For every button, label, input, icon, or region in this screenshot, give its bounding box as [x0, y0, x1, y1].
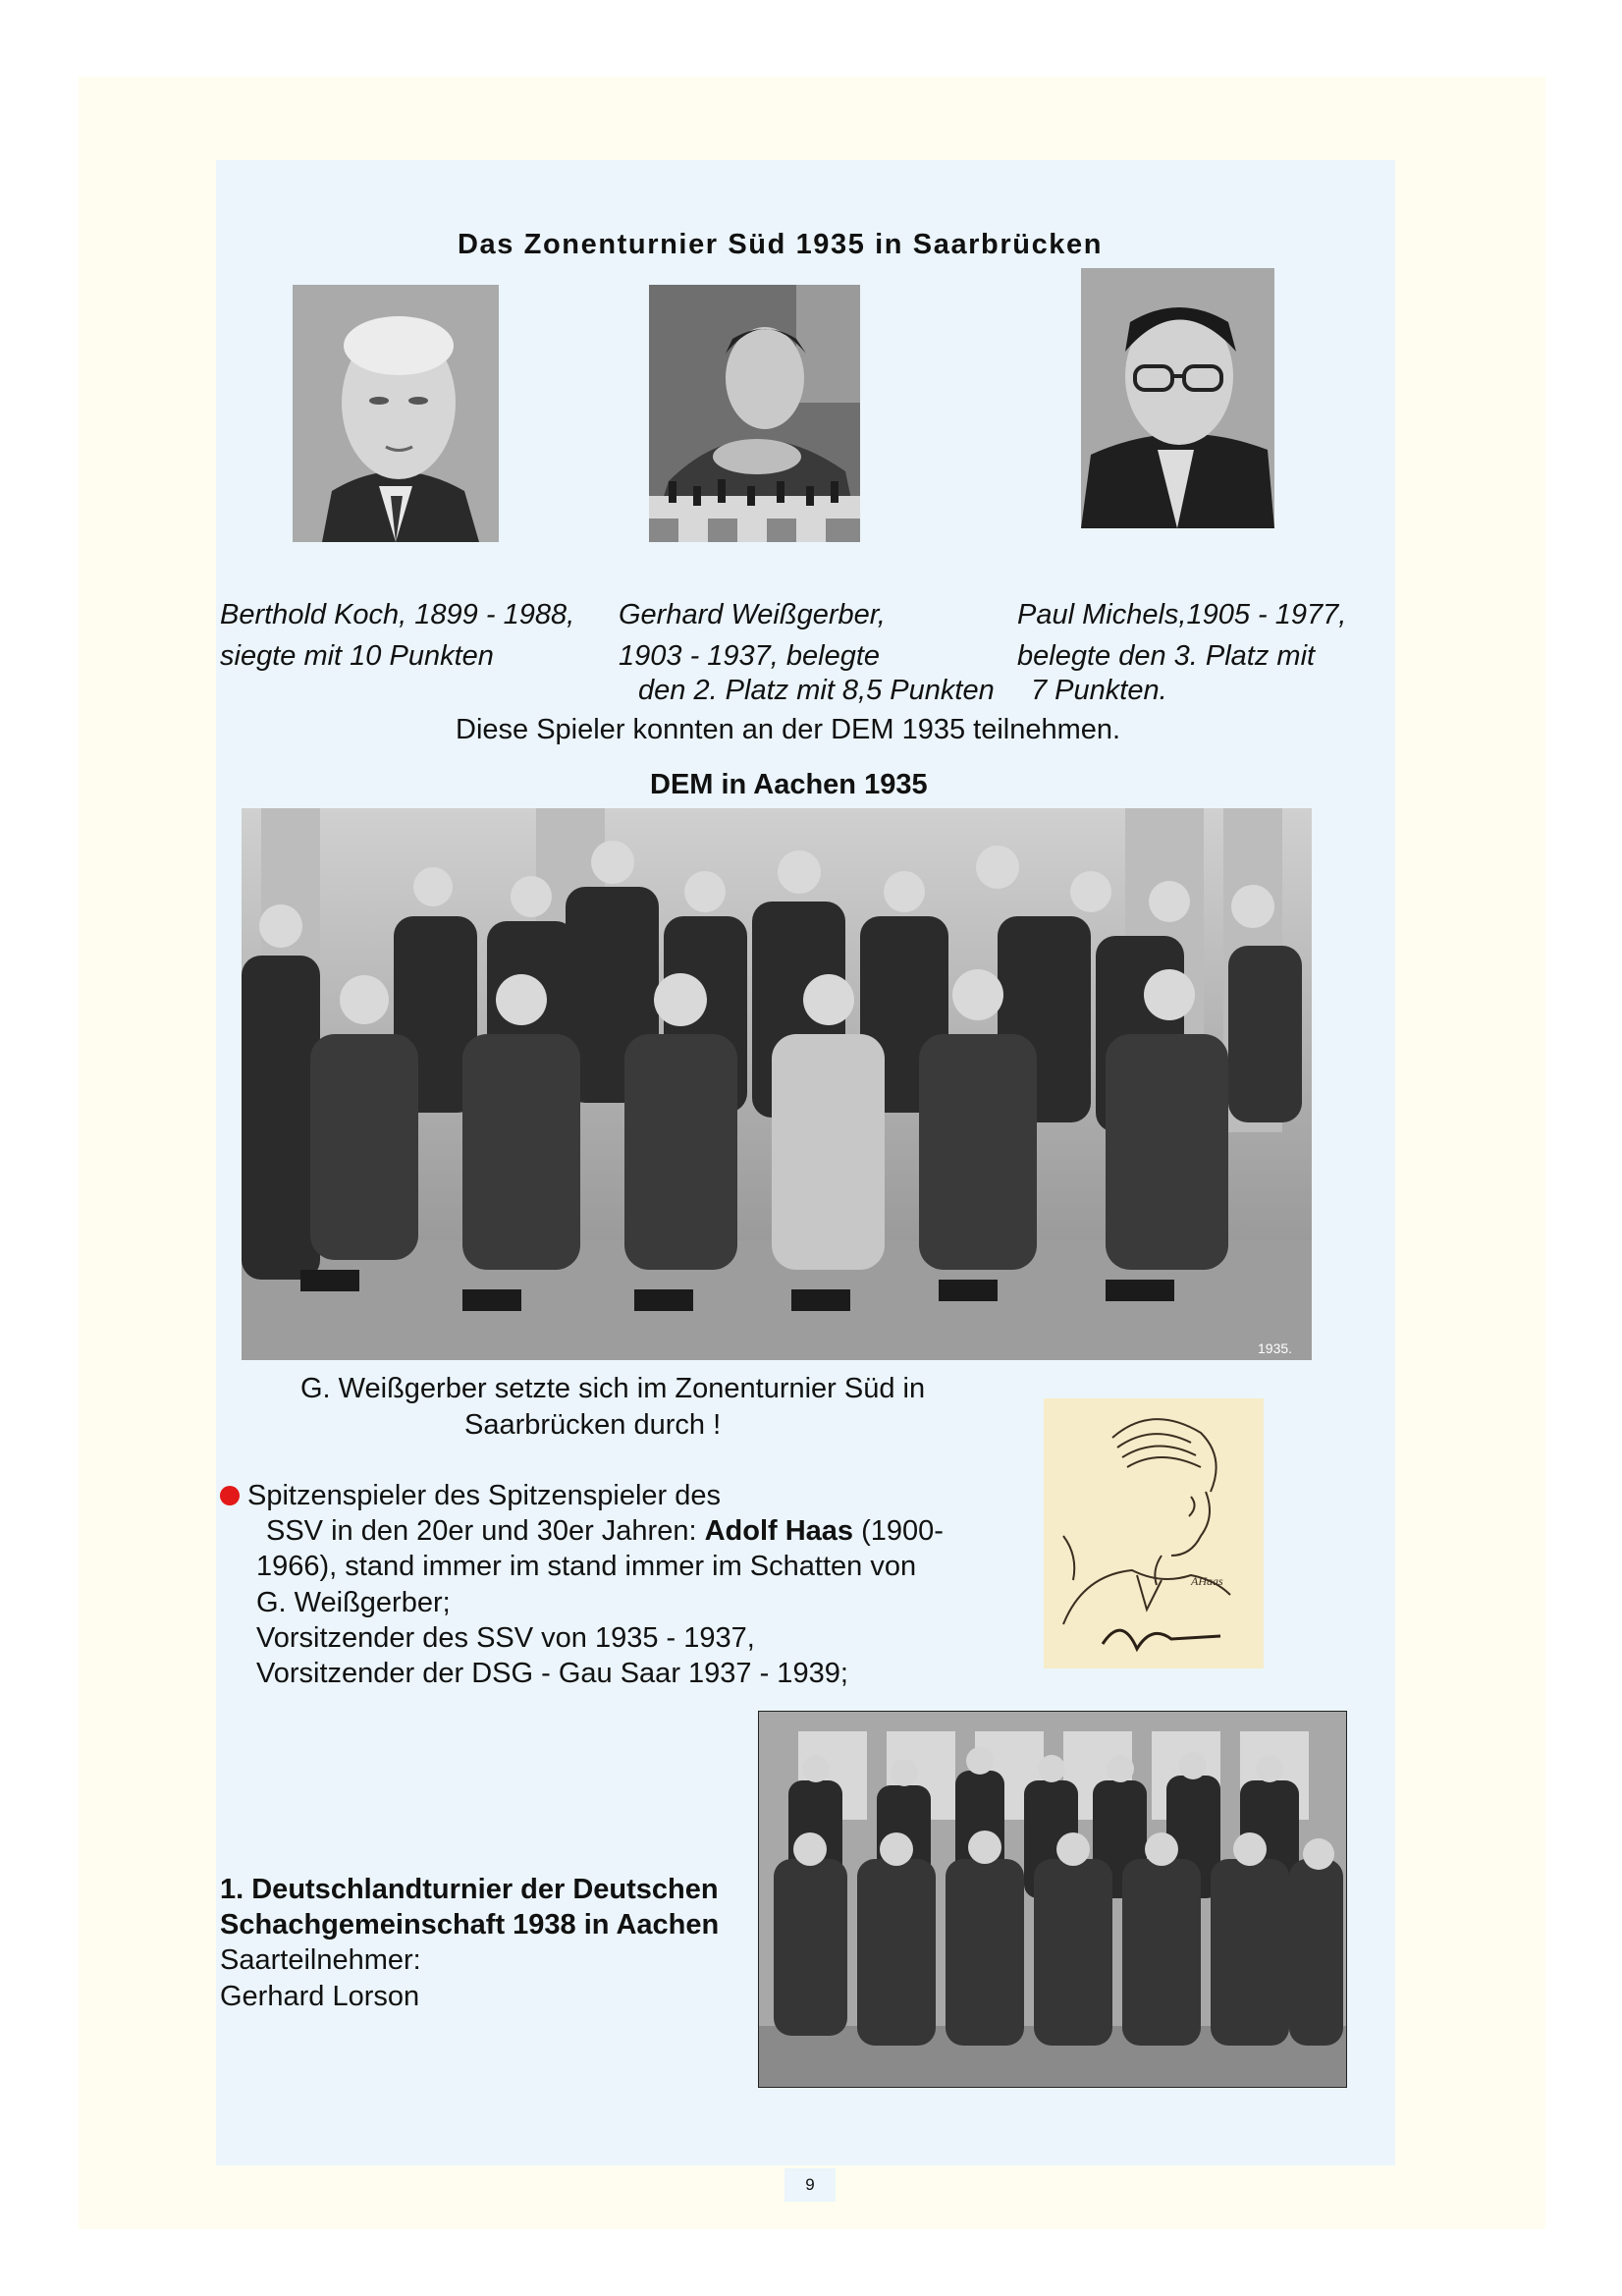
- weissgerber-note-line2: Saarbrücken durch !: [464, 1409, 722, 1441]
- haas-line-4: G. Weißgerber;: [256, 1587, 451, 1618]
- tournament-1938-title-line2: Schachgemeinschaft 1938 in Aachen: [220, 1909, 720, 1941]
- haas-line-6: Vorsitzender der DSG - Gau Saar 1937 - 1939;: [256, 1658, 848, 1689]
- haas-line-2: SSV in den 20er und 30er Jahren: Adolf Haas (1900-: [266, 1515, 944, 1547]
- red-bullet-icon: [220, 1486, 240, 1505]
- photo-year-label: 1935.: [1258, 1340, 1293, 1356]
- haas-line-1: Spitzenspieler des Spitzenspieler des: [220, 1480, 721, 1512]
- tournament-1938-participant: Gerhard Lorson: [220, 1981, 420, 2012]
- caption-koch: Berthold Koch, 1899 - 1988, siegte mit 10 Punkten: [220, 599, 575, 672]
- portrait-photo-michels: [1081, 268, 1274, 528]
- page-number: 9: [784, 2168, 836, 2202]
- portrait-photo-weissgerber: [649, 285, 860, 542]
- dem-title: DEM in Aachen 1935: [650, 769, 928, 800]
- page-title: Das Zonenturnier Süd 1935 in Saarbrücken: [458, 229, 1104, 260]
- sketch-signature-small: AHaas: [1191, 1574, 1223, 1588]
- sketch-portrait-haas: [1044, 1398, 1264, 1668]
- haas-name: Adolf Haas: [704, 1515, 854, 1547]
- portrait-photo-koch: [293, 285, 499, 542]
- group-photo-1938: [758, 1711, 1347, 2088]
- haas-line-5: Vorsitzender des SSV von 1935 - 1937,: [256, 1622, 755, 1654]
- caption-michels: Paul Michels,1905 - 1977, belegte den 3. Platz mit 7 Punkten.: [1017, 599, 1347, 706]
- caption-weissgerber: Gerhard Weißgerber, 1903 - 1937, belegte den 2. Platz mit 8,5 Punkten: [619, 599, 995, 706]
- tournament-1938-label: Saarteilnehmer:: [220, 1944, 421, 1976]
- dem-participation-note: Diese Spieler konnten an der DEM 1935 teilnehmen.: [456, 714, 1121, 745]
- haas-line-3: 1966), stand immer im stand immer im Schatten von: [256, 1551, 917, 1582]
- group-photo-dem-1935: [242, 808, 1312, 1360]
- weissgerber-note-line1: G. Weißgerber setzte sich im Zonenturnier Süd in: [300, 1373, 926, 1404]
- tournament-1938-title-line1: 1. Deutschlandturnier der Deutschen: [220, 1874, 719, 1905]
